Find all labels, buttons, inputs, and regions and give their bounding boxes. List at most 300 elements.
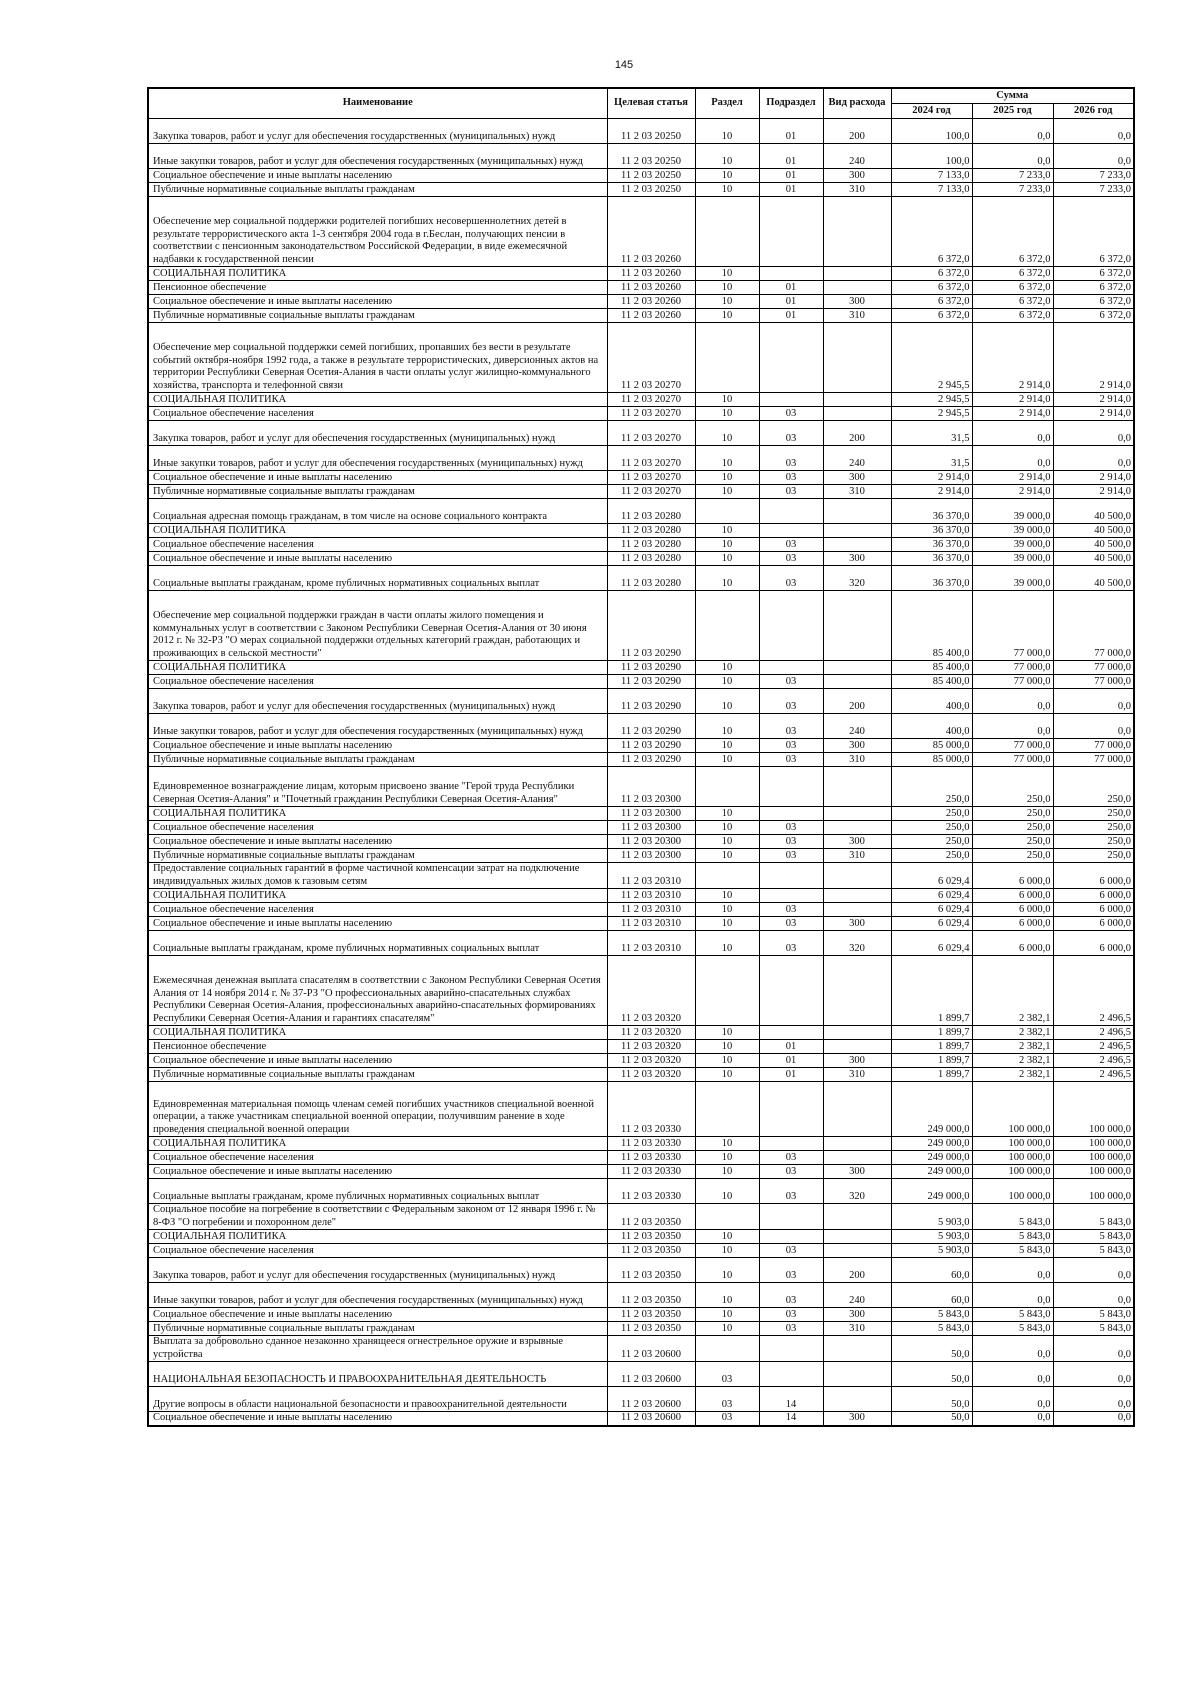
- cell-section: 10: [695, 807, 759, 821]
- cell-section: [695, 499, 759, 524]
- cell-code: 11 2 03 20330: [607, 1082, 695, 1137]
- cell-code: 11 2 03 20290: [607, 675, 695, 689]
- cell-expense-type: [823, 1387, 891, 1412]
- cell-amount-2026: 5 843,0: [1053, 1244, 1134, 1258]
- table-row: [148, 1412, 1134, 1426]
- cell-amount-2025: 77 000,0: [972, 661, 1053, 675]
- cell-name: Социальное обеспечение населения: [148, 538, 607, 552]
- cell-expense-type: [823, 407, 891, 421]
- cell-amount-2025: 2 382,1: [972, 1040, 1053, 1054]
- cell-code: 11 2 03 20300: [607, 849, 695, 863]
- cell-name: Социальное обеспечение населения: [148, 675, 607, 689]
- cell-subsection: [759, 1336, 823, 1362]
- cell-section: 10: [695, 903, 759, 917]
- cell-section: 10: [695, 295, 759, 309]
- cell-code: 11 2 03 20350: [607, 1244, 695, 1258]
- cell-amount-2026: 2 496,5: [1053, 1054, 1134, 1068]
- cell-amount-2026: 0,0: [1053, 1283, 1134, 1308]
- cell-name: СОЦИАЛЬНАЯ ПОЛИТИКА: [148, 807, 607, 821]
- cell-expense-type: 300: [823, 739, 891, 753]
- cell-amount-2026: 0,0: [1053, 1387, 1134, 1412]
- cell-section: 10: [695, 1151, 759, 1165]
- cell-code: 11 2 03 20310: [607, 931, 695, 956]
- table-row: [148, 1308, 1134, 1322]
- cell-code: 11 2 03 20280: [607, 499, 695, 524]
- cell-amount-2025: 77 000,0: [972, 591, 1053, 661]
- table-row: [148, 689, 1134, 714]
- cell-subsection: 03: [759, 446, 823, 471]
- cell-amount-2024: 36 370,0: [891, 552, 972, 566]
- cell-code: 11 2 03 20350: [607, 1230, 695, 1244]
- cell-expense-type: 300: [823, 917, 891, 931]
- cell-amount-2024: 5 903,0: [891, 1244, 972, 1258]
- cell-amount-2025: 39 000,0: [972, 538, 1053, 552]
- cell-code: 11 2 03 20290: [607, 689, 695, 714]
- cell-expense-type: 300: [823, 169, 891, 183]
- table-row: [148, 295, 1134, 309]
- cell-subsection: 03: [759, 566, 823, 591]
- cell-subsection: 03: [759, 835, 823, 849]
- cell-amount-2026: 40 500,0: [1053, 499, 1134, 524]
- cell-amount-2025: 100 000,0: [972, 1179, 1053, 1204]
- table-row: [148, 552, 1134, 566]
- table-row: [148, 144, 1134, 169]
- cell-amount-2026: 77 000,0: [1053, 753, 1134, 767]
- cell-section: 03: [695, 1412, 759, 1426]
- cell-section: 10: [695, 1068, 759, 1082]
- cell-amount-2026: 100 000,0: [1053, 1137, 1134, 1151]
- cell-expense-type: 300: [823, 1054, 891, 1068]
- cell-section: 10: [695, 1054, 759, 1068]
- cell-section: 10: [695, 1283, 759, 1308]
- cell-expense-type: [823, 1336, 891, 1362]
- cell-expense-type: 240: [823, 144, 891, 169]
- cell-subsection: [759, 1082, 823, 1137]
- cell-amount-2025: 0,0: [972, 1412, 1053, 1426]
- cell-subsection: [759, 956, 823, 1026]
- cell-amount-2024: 250,0: [891, 807, 972, 821]
- cell-amount-2024: 5 903,0: [891, 1204, 972, 1230]
- cell-name: Социальное обеспечение и иные выплаты населению: [148, 739, 607, 753]
- cell-amount-2024: 6 029,4: [891, 889, 972, 903]
- cell-code: 11 2 03 20290: [607, 753, 695, 767]
- cell-section: 10: [695, 1165, 759, 1179]
- cell-expense-type: [823, 1040, 891, 1054]
- cell-amount-2025: 39 000,0: [972, 552, 1053, 566]
- cell-amount-2025: 250,0: [972, 767, 1053, 807]
- cell-subsection: 03: [759, 1322, 823, 1336]
- cell-amount-2026: 100 000,0: [1053, 1165, 1134, 1179]
- cell-amount-2026: 6 372,0: [1053, 309, 1134, 323]
- header-year-2026: 2026 год: [1053, 104, 1134, 119]
- cell-subsection: 03: [759, 1283, 823, 1308]
- cell-subsection: 03: [759, 714, 823, 739]
- cell-amount-2024: 31,5: [891, 421, 972, 446]
- cell-section: 10: [695, 552, 759, 566]
- cell-amount-2024: 249 000,0: [891, 1082, 972, 1137]
- cell-expense-type: 310: [823, 1068, 891, 1082]
- cell-amount-2025: 2 914,0: [972, 407, 1053, 421]
- table-row: [148, 821, 1134, 835]
- table-row: [148, 281, 1134, 295]
- cell-name: СОЦИАЛЬНАЯ ПОЛИТИКА: [148, 889, 607, 903]
- cell-name: Социальное обеспечение и иные выплаты населению: [148, 471, 607, 485]
- cell-amount-2026: 250,0: [1053, 767, 1134, 807]
- cell-amount-2026: 6 372,0: [1053, 295, 1134, 309]
- cell-expense-type: 310: [823, 309, 891, 323]
- cell-amount-2024: 6 029,4: [891, 863, 972, 889]
- table-row: [148, 956, 1134, 1026]
- cell-name: Единовременное вознаграждение лицам, которым присвоено звание "Герой труда Республики Северная Осетия-Алания" и "Почетный гражданин Республики Северная Осетия-Алания": [148, 767, 607, 807]
- cell-expense-type: [823, 267, 891, 281]
- cell-name: Предоставление социальных гарантий в форме частичной компенсации затрат на подключение индивидуальных жилых домов к газовым сетям: [148, 863, 607, 889]
- cell-amount-2025: 0,0: [972, 1283, 1053, 1308]
- cell-name: Другие вопросы в области национальной безопасности и правоохранительной деятельности: [148, 1387, 607, 1412]
- cell-code: 11 2 03 20600: [607, 1387, 695, 1412]
- cell-amount-2024: 85 400,0: [891, 661, 972, 675]
- cell-amount-2024: 249 000,0: [891, 1151, 972, 1165]
- table-row: [148, 119, 1134, 144]
- table-row: [148, 1040, 1134, 1054]
- cell-section: 03: [695, 1362, 759, 1387]
- cell-amount-2025: 250,0: [972, 849, 1053, 863]
- table-row: [148, 931, 1134, 956]
- table-row: [148, 309, 1134, 323]
- cell-amount-2025: 2 914,0: [972, 393, 1053, 407]
- cell-amount-2024: 6 372,0: [891, 267, 972, 281]
- cell-amount-2024: 2 945,5: [891, 323, 972, 393]
- cell-amount-2026: 0,0: [1053, 1336, 1134, 1362]
- cell-section: 10: [695, 471, 759, 485]
- cell-section: 10: [695, 421, 759, 446]
- cell-code: 11 2 03 20350: [607, 1283, 695, 1308]
- cell-amount-2026: 5 843,0: [1053, 1230, 1134, 1244]
- header-expense-type: Вид расхода: [823, 88, 891, 119]
- cell-subsection: [759, 863, 823, 889]
- cell-name: СОЦИАЛЬНАЯ ПОЛИТИКА: [148, 1137, 607, 1151]
- cell-code: 11 2 03 20270: [607, 407, 695, 421]
- cell-subsection: [759, 661, 823, 675]
- cell-name: Иные закупки товаров, работ и услуг для обеспечения государственных (муниципальных) нужд: [148, 1283, 607, 1308]
- cell-code: 11 2 03 20600: [607, 1412, 695, 1426]
- cell-code: 11 2 03 20330: [607, 1137, 695, 1151]
- cell-expense-type: 320: [823, 566, 891, 591]
- cell-amount-2026: 6 372,0: [1053, 281, 1134, 295]
- cell-subsection: 01: [759, 281, 823, 295]
- cell-section: 10: [695, 917, 759, 931]
- cell-code: 11 2 03 20250: [607, 119, 695, 144]
- table-row: [148, 1137, 1134, 1151]
- cell-code: 11 2 03 20270: [607, 323, 695, 393]
- header-subsection: Подраздел: [759, 88, 823, 119]
- cell-amount-2024: 60,0: [891, 1258, 972, 1283]
- cell-amount-2025: 0,0: [972, 119, 1053, 144]
- cell-code: 11 2 03 20350: [607, 1204, 695, 1230]
- cell-amount-2025: 5 843,0: [972, 1244, 1053, 1258]
- cell-amount-2024: 50,0: [891, 1387, 972, 1412]
- cell-expense-type: 200: [823, 421, 891, 446]
- cell-subsection: 03: [759, 1165, 823, 1179]
- cell-amount-2026: 5 843,0: [1053, 1322, 1134, 1336]
- cell-expense-type: [823, 661, 891, 675]
- cell-expense-type: 310: [823, 849, 891, 863]
- cell-amount-2025: 0,0: [972, 144, 1053, 169]
- cell-subsection: [759, 1026, 823, 1040]
- cell-amount-2024: 5 903,0: [891, 1230, 972, 1244]
- cell-amount-2024: 250,0: [891, 767, 972, 807]
- table-row: [148, 1283, 1134, 1308]
- table-row: [148, 471, 1134, 485]
- cell-section: 10: [695, 566, 759, 591]
- cell-expense-type: [823, 538, 891, 552]
- cell-amount-2025: 250,0: [972, 821, 1053, 835]
- cell-code: 11 2 03 20260: [607, 309, 695, 323]
- cell-amount-2025: 7 233,0: [972, 183, 1053, 197]
- cell-code: 11 2 03 20280: [607, 552, 695, 566]
- table-row: [148, 591, 1134, 661]
- table-row: [148, 407, 1134, 421]
- cell-amount-2026: 7 233,0: [1053, 169, 1134, 183]
- cell-amount-2026: 77 000,0: [1053, 661, 1134, 675]
- cell-amount-2025: 77 000,0: [972, 753, 1053, 767]
- cell-subsection: 03: [759, 1244, 823, 1258]
- cell-amount-2025: 6 372,0: [972, 309, 1053, 323]
- table-body: [148, 119, 1134, 1426]
- cell-name: Социальное обеспечение населения: [148, 1244, 607, 1258]
- cell-name: Социальные выплаты гражданам, кроме публичных нормативных социальных выплат: [148, 566, 607, 591]
- cell-expense-type: 240: [823, 714, 891, 739]
- cell-amount-2025: 2 382,1: [972, 956, 1053, 1026]
- cell-name: Публичные нормативные социальные выплаты гражданам: [148, 849, 607, 863]
- cell-amount-2025: 39 000,0: [972, 566, 1053, 591]
- cell-name: Иные закупки товаров, работ и услуг для обеспечения государственных (муниципальных) нужд: [148, 446, 607, 471]
- cell-expense-type: 310: [823, 1322, 891, 1336]
- cell-subsection: 03: [759, 903, 823, 917]
- cell-name: НАЦИОНАЛЬНАЯ БЕЗОПАСНОСТЬ И ПРАВООХРАНИТЕЛЬНАЯ ДЕЯТЕЛЬНОСТЬ: [148, 1362, 607, 1387]
- cell-name: СОЦИАЛЬНАЯ ПОЛИТИКА: [148, 1230, 607, 1244]
- cell-name: Публичные нормативные социальные выплаты гражданам: [148, 183, 607, 197]
- cell-amount-2025: 6 000,0: [972, 903, 1053, 917]
- cell-expense-type: [823, 1137, 891, 1151]
- cell-expense-type: [823, 956, 891, 1026]
- cell-code: 11 2 03 20270: [607, 485, 695, 499]
- cell-amount-2026: 100 000,0: [1053, 1179, 1134, 1204]
- cell-amount-2024: 50,0: [891, 1412, 972, 1426]
- cell-expense-type: [823, 863, 891, 889]
- cell-amount-2026: 40 500,0: [1053, 566, 1134, 591]
- cell-section: [695, 323, 759, 393]
- cell-expense-type: 300: [823, 1165, 891, 1179]
- cell-expense-type: [823, 591, 891, 661]
- cell-amount-2024: 1 899,7: [891, 1040, 972, 1054]
- cell-subsection: 03: [759, 407, 823, 421]
- cell-expense-type: [823, 767, 891, 807]
- cell-section: [695, 1204, 759, 1230]
- cell-amount-2025: 0,0: [972, 1362, 1053, 1387]
- cell-section: 10: [695, 119, 759, 144]
- cell-amount-2024: 249 000,0: [891, 1179, 972, 1204]
- cell-code: 11 2 03 20290: [607, 591, 695, 661]
- cell-amount-2024: 2 945,5: [891, 393, 972, 407]
- cell-expense-type: [823, 281, 891, 295]
- cell-amount-2024: 50,0: [891, 1362, 972, 1387]
- cell-code: 11 2 03 20350: [607, 1258, 695, 1283]
- cell-subsection: 01: [759, 119, 823, 144]
- cell-name: Закупка товаров, работ и услуг для обеспечения государственных (муниципальных) нужд: [148, 421, 607, 446]
- cell-amount-2025: 0,0: [972, 1258, 1053, 1283]
- cell-subsection: 01: [759, 295, 823, 309]
- cell-name: Публичные нормативные социальные выплаты гражданам: [148, 485, 607, 499]
- cell-code: 11 2 03 20250: [607, 169, 695, 183]
- header-name: Наименование: [148, 88, 607, 119]
- cell-amount-2024: 85 400,0: [891, 591, 972, 661]
- cell-amount-2026: 40 500,0: [1053, 552, 1134, 566]
- cell-amount-2025: 7 233,0: [972, 169, 1053, 183]
- cell-subsection: 01: [759, 183, 823, 197]
- cell-amount-2025: 0,0: [972, 714, 1053, 739]
- cell-subsection: [759, 889, 823, 903]
- table-row: [148, 524, 1134, 538]
- cell-amount-2026: 5 843,0: [1053, 1308, 1134, 1322]
- cell-amount-2026: 77 000,0: [1053, 675, 1134, 689]
- cell-subsection: 03: [759, 931, 823, 956]
- cell-code: 11 2 03 20310: [607, 863, 695, 889]
- table-row: [148, 1204, 1134, 1230]
- table-row: [148, 661, 1134, 675]
- cell-expense-type: 300: [823, 835, 891, 849]
- cell-amount-2025: 0,0: [972, 421, 1053, 446]
- cell-amount-2024: 7 133,0: [891, 169, 972, 183]
- cell-code: 11 2 03 20320: [607, 1026, 695, 1040]
- cell-name: Социальное пособие на погребение в соответствии с Федеральным законом от 12 января 1996 г. № 8-ФЗ "О погребении и похоронном деле": [148, 1204, 607, 1230]
- cell-amount-2026: 250,0: [1053, 835, 1134, 849]
- cell-section: [695, 1336, 759, 1362]
- cell-amount-2026: 100 000,0: [1053, 1151, 1134, 1165]
- cell-code: 11 2 03 20350: [607, 1322, 695, 1336]
- cell-code: 11 2 03 20350: [607, 1308, 695, 1322]
- cell-amount-2026: 6 372,0: [1053, 197, 1134, 267]
- cell-name: СОЦИАЛЬНАЯ ПОЛИТИКА: [148, 661, 607, 675]
- cell-expense-type: 320: [823, 1179, 891, 1204]
- table-row: [148, 421, 1134, 446]
- table-row: [148, 889, 1134, 903]
- cell-subsection: [759, 1362, 823, 1387]
- cell-subsection: 01: [759, 1068, 823, 1082]
- cell-code: 11 2 03 20330: [607, 1151, 695, 1165]
- cell-name: Социальное обеспечение и иные выплаты населению: [148, 1165, 607, 1179]
- cell-amount-2024: 36 370,0: [891, 499, 972, 524]
- table-row: [148, 903, 1134, 917]
- table-row: [148, 183, 1134, 197]
- cell-code: 11 2 03 20290: [607, 739, 695, 753]
- cell-code: 11 2 03 20300: [607, 821, 695, 835]
- cell-section: 10: [695, 407, 759, 421]
- cell-code: 11 2 03 20260: [607, 281, 695, 295]
- cell-subsection: 03: [759, 849, 823, 863]
- cell-section: 10: [695, 661, 759, 675]
- cell-code: 11 2 03 20290: [607, 714, 695, 739]
- cell-subsection: 14: [759, 1412, 823, 1426]
- budget-table: [147, 87, 1135, 1427]
- cell-amount-2024: 2 914,0: [891, 471, 972, 485]
- cell-name: СОЦИАЛЬНАЯ ПОЛИТИКА: [148, 524, 607, 538]
- cell-amount-2024: 6 372,0: [891, 309, 972, 323]
- table-row: [148, 1258, 1134, 1283]
- cell-name: Обеспечение мер социальной поддержки родителей погибших несовершеннолетних детей в результате террористического акта 1-3 сентября 2004 года в г.Беслан, получающих пенсии в соответствии с пенсионным законодательством Российской Федерации, в виде ежемесячной надбавки к государственной пенсии: [148, 197, 607, 267]
- cell-name: Социальное обеспечение и иные выплаты населению: [148, 1308, 607, 1322]
- cell-amount-2025: 77 000,0: [972, 739, 1053, 753]
- cell-section: 10: [695, 714, 759, 739]
- cell-amount-2025: 0,0: [972, 1336, 1053, 1362]
- cell-amount-2025: 77 000,0: [972, 675, 1053, 689]
- cell-subsection: 03: [759, 675, 823, 689]
- cell-amount-2026: 0,0: [1053, 1258, 1134, 1283]
- cell-amount-2026: 5 843,0: [1053, 1204, 1134, 1230]
- header-section: Раздел: [695, 88, 759, 119]
- cell-section: 10: [695, 281, 759, 295]
- cell-subsection: 03: [759, 552, 823, 566]
- cell-name: Публичные нормативные социальные выплаты гражданам: [148, 1322, 607, 1336]
- cell-section: 10: [695, 675, 759, 689]
- cell-amount-2025: 0,0: [972, 446, 1053, 471]
- table-row: [148, 1322, 1134, 1336]
- cell-subsection: [759, 267, 823, 281]
- cell-code: 11 2 03 20280: [607, 524, 695, 538]
- cell-subsection: 03: [759, 1151, 823, 1165]
- table-row: [148, 1054, 1134, 1068]
- header-year-2024: 2024 год: [891, 104, 972, 119]
- cell-amount-2024: 5 843,0: [891, 1322, 972, 1336]
- cell-code: 11 2 03 20300: [607, 807, 695, 821]
- cell-amount-2024: 2 945,5: [891, 407, 972, 421]
- cell-amount-2024: 100,0: [891, 144, 972, 169]
- cell-expense-type: [823, 499, 891, 524]
- cell-expense-type: [823, 197, 891, 267]
- cell-code: 11 2 03 20280: [607, 538, 695, 552]
- cell-name: Закупка товаров, работ и услуг для обеспечения государственных (муниципальных) нужд: [148, 689, 607, 714]
- cell-name: Публичные нормативные социальные выплаты гражданам: [148, 753, 607, 767]
- cell-section: 10: [695, 267, 759, 281]
- cell-section: 10: [695, 1040, 759, 1054]
- cell-section: [695, 956, 759, 1026]
- cell-subsection: 03: [759, 1179, 823, 1204]
- cell-name: Обеспечение мер социальной поддержки граждан в части оплаты жилого помещения и коммунальных услуг в соответствии с Законом Республики Северная Осетия-Алания от 30 июня 2012 г. № 32-РЗ "О мерах социальной поддержки отдельных категорий граждан, работающих и проживающих в сельской местности": [148, 591, 607, 661]
- cell-subsection: 01: [759, 144, 823, 169]
- cell-amount-2026: 250,0: [1053, 807, 1134, 821]
- table-row: [148, 446, 1134, 471]
- cell-name: Публичные нормативные социальные выплаты гражданам: [148, 309, 607, 323]
- header-year-2025: 2025 год: [972, 104, 1053, 119]
- cell-amount-2026: 250,0: [1053, 849, 1134, 863]
- cell-amount-2025: 100 000,0: [972, 1137, 1053, 1151]
- table-row: [148, 323, 1134, 393]
- cell-amount-2025: 2 914,0: [972, 323, 1053, 393]
- cell-expense-type: 310: [823, 753, 891, 767]
- cell-name: Закупка товаров, работ и услуг для обеспечения государственных (муниципальных) нужд: [148, 1258, 607, 1283]
- cell-expense-type: 320: [823, 931, 891, 956]
- cell-amount-2024: 249 000,0: [891, 1137, 972, 1151]
- cell-amount-2026: 7 233,0: [1053, 183, 1134, 197]
- cell-amount-2024: 31,5: [891, 446, 972, 471]
- cell-code: 11 2 03 20330: [607, 1165, 695, 1179]
- cell-subsection: 03: [759, 689, 823, 714]
- table-row: [148, 1165, 1134, 1179]
- cell-code: 11 2 03 20260: [607, 267, 695, 281]
- cell-expense-type: [823, 675, 891, 689]
- cell-section: 10: [695, 753, 759, 767]
- cell-amount-2024: 250,0: [891, 821, 972, 835]
- cell-subsection: 03: [759, 421, 823, 446]
